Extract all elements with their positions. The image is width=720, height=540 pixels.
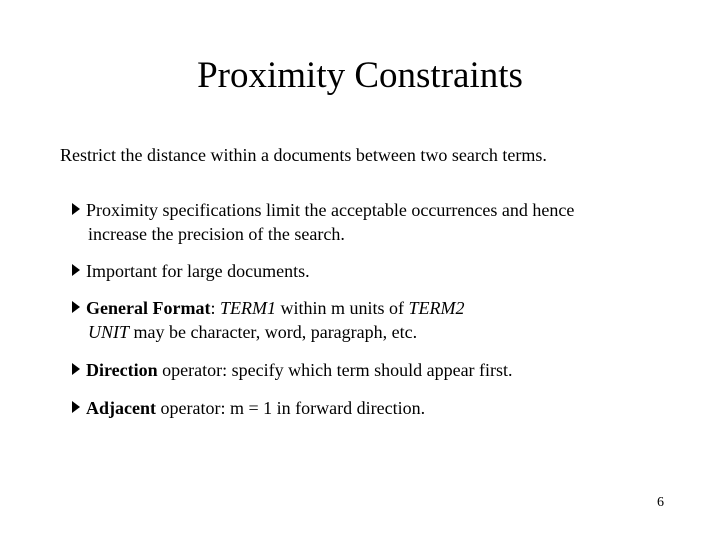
bullet-text-line: [72, 396, 692, 420]
bullet-item-proximity-specifications: [72, 198, 692, 246]
intro-text: Restrict the distance within a documents between two search terms.: [60, 145, 547, 165]
bullet-label: Adjacent: [86, 398, 156, 418]
bullet-description: operator: specify which term should appear first.: [157, 360, 513, 380]
triangle-right-icon: [72, 301, 80, 313]
term2-text: TERM2: [408, 298, 465, 318]
triangle-right-icon: [72, 363, 80, 375]
unit-description: may be character, word, paragraph, etc.: [129, 322, 418, 342]
middle-text: within m units of: [275, 298, 409, 318]
slide-title: Proximity Constraints: [197, 55, 523, 96]
bullet-text-line: [72, 320, 692, 344]
bullet-text-line: Important for large documents.: [86, 261, 310, 281]
unit-text: UNIT: [88, 322, 130, 342]
bullet-text-line: Proximity specifications limit the acceptable occurrences and hence: [86, 200, 575, 220]
bullet-text-line: [72, 296, 692, 320]
term1-text: TERM1: [219, 298, 276, 318]
bullet-item-general-format: [72, 296, 692, 344]
bullet-item-large-documents: [72, 259, 692, 283]
bullet-label: Direction: [86, 360, 158, 380]
bullet-item-direction: [72, 358, 692, 382]
triangle-right-icon: [72, 203, 80, 215]
bullet-text-line: increase the precision of the search.: [88, 224, 345, 244]
bullet-description: operator: m = 1 in forward direction.: [156, 398, 426, 418]
label-separator: :: [210, 298, 220, 318]
bullet-text-line: [72, 358, 692, 382]
triangle-right-icon: [72, 401, 80, 413]
bullet-item-adjacent: [72, 396, 692, 420]
bullet-label: General Format: [86, 298, 211, 318]
triangle-right-icon: [72, 264, 80, 276]
page-number: 6: [657, 495, 664, 510]
